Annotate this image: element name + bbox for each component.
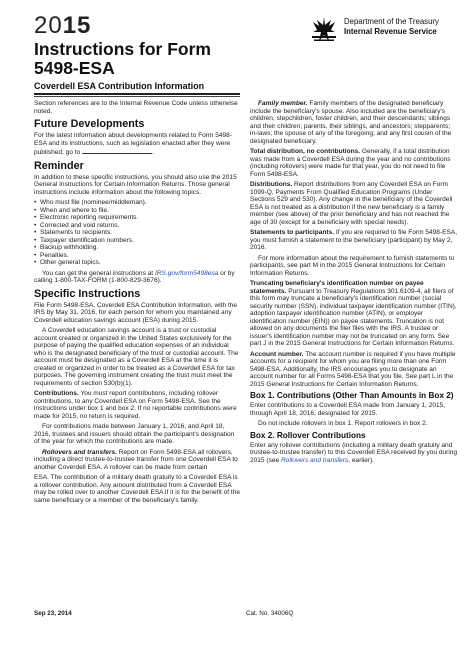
general-instructions-text: You can get the general instructions at IRS.gov/form5498esa or by calling 1-800-TAX-FORM (1-800-829-3676). (34, 269, 235, 284)
list-item: • Taxpayer identification numbers. (34, 237, 240, 245)
list-item: • Penalties. (34, 252, 240, 260)
reminder-heading: Reminder (34, 159, 84, 172)
box1-text: Enter contributions to a Coverdell ESA made from January 1, 2015, through April 18, 2016, designated for 2015. (250, 402, 446, 417)
future-url-blank (82, 147, 152, 154)
title-rule-thin (34, 96, 240, 97)
page-title (34, 40, 211, 78)
box2-heading: Box 2. Rollover Contributions (250, 430, 366, 440)
box1-text-2: Do not include rollovers in box 1. Report rollovers in box 2. (258, 420, 428, 427)
list-item: • Backup withholding. (34, 244, 240, 252)
family-member-paragraph: Family member. Family members of the designated beneficiary include the beneficiary's spouse. Also included are the beneficiary's children, stepchildren, foster children, and their descendants; siblings and their children; parents, their siblings, and ancestors; stepparents; in-laws; the spouse of any of the foregoing; and any first cousin of the designated beneficiary. (250, 100, 452, 145)
reminder-text: In addition to these specific instructions, you should also use the 2015 General Instructions for Certain Information Returns. Those general instructions include information about the following topics. (34, 173, 237, 196)
page-subtitle: Coverdell ESA Contribution Information (34, 81, 205, 91)
footer-date: Sep 23, 2014 (34, 610, 72, 617)
agency-irs: Internal Revenue Service (344, 26, 437, 36)
total-distribution-paragraph: Total distribution, no contributions. Generally, if a total distribution was made from a Coverdell ESA during the year and no contributions (including rollovers) were made for that year, you do not need to file Form 5498-ESA. (250, 148, 451, 178)
box1-heading: Box 1. Contributions (Other Than Amounts in Box 2) (250, 391, 454, 400)
rollovers-paragraph-tail: ESA. The contribution of a military death gratuity to a Coverdell ESA is a rollover contribution. Any amount distributed from a Coverdell ESA may be rolled over to another Coverdell ESA if it is for the benefit of the same beneficiary or a member of the beneficiary's family. (34, 474, 240, 504)
list-item: • Corrected and void returns. (34, 222, 240, 230)
left-column (34, 100, 240, 507)
distributions-paragraph: Distributions. Report distributions from any Coverdell ESA on Form 1099-Q, Payments From Qualified Education Programs (Under Sections 529 and 530). Any change in the beneficiary of the Coverdell ESA is not treated as a distribution if the new beneficiary is a family member (see above) of the prior beneficiary and has not reached the age of 30 (except for a beneficiary with special needs). (250, 181, 453, 226)
specific-instructions-p1: File Form 5498-ESA, Coverdell ESA Contribution Information, with the IRS by May 31, 2016, for each person for whom you maintained any Coverdell education savings account (ESA) during 2015. (34, 301, 238, 324)
contributions-paragraph: Contributions. You must report contributions, including rollover contributions, to any Coverdell ESA on Form 5498-ESA. See the instructions under box 1 and box 2. If no reportable contributions were made for 2015, no return is required. (34, 390, 237, 420)
footer-cat-number: Cat. No. 34006Q (246, 610, 294, 617)
right-column (250, 100, 458, 467)
title-rule (34, 93, 240, 95)
rollovers-transfers-link[interactable]: Rollovers and transfers (280, 456, 349, 464)
topics-list (34, 199, 240, 267)
statements-paragraph-2: For more information about the requirement to furnish statements to participants, see part M in the 2015 General Instructions for Certain Information Returns. (250, 254, 455, 277)
title-line-2: 5498-ESA (34, 58, 115, 78)
form-year: 2015 (34, 12, 92, 39)
form5498esa-link[interactable]: IRS.gov/form5498esa (154, 269, 219, 277)
contributions-paragraph-2: For contributions made between January 1, 2016, and April 18, 2016, trustees and issuers should obtain the participant's designation of the year for which the contributions are made. (34, 423, 235, 445)
account-number-paragraph: Account number. The account number is required if you have multiple accounts for a recipient for whom you are filing more than one Form 5498-ESA. Additionally, the IRS encourages you to designate an account number for all Forms 5498-ESA that you file. See part L in the 2015 General Instructions for Certain Information Returns. (250, 350, 456, 388)
list-item: • Electronic reporting requirements. (34, 214, 240, 222)
agency-block (344, 17, 439, 36)
future-developments-text: For the latest information about developments related to Form 5498-ESA and its instructions, such as legislation enacted after they were published, go to . (34, 132, 232, 156)
future-developments-heading: Future Developments (34, 118, 145, 130)
list-item: • Who must file (nominee/middleman). (34, 199, 240, 207)
rollovers-paragraph: Rollovers and transfers. Report on Form 5498-ESA all rollovers, including a direct trustee-to-trustee transfer from one Coverdell ESA to another Coverdell ESA. A rollover can be made from certain (34, 448, 238, 471)
list-item: • When and where to file. (34, 207, 240, 215)
intro-text: Section references are to the Internal Revenue Code unless otherwise noted. (34, 100, 238, 115)
truncating-paragraph: Truncating beneficiary's identification number on payee statements. Pursuant to Treasury Regulations 301.6109-4, all filers of this form may truncate a beneficiary's identification number (social security number (SSN), individual taxpayer identification number (ITIN), adoption taxpayer identification number (ATIN), or employer identification number (EIN)) on payee statements. Truncation is not allowed on any documents the filer files with the IRS. A trustee or issuer's identification number may not be truncated on any form. See part J in the 2015 General Instructions for Certain Information Returns. (250, 280, 457, 347)
specific-instructions-heading: Specific Instructions (34, 287, 141, 300)
box2-text: Enter any rollover contributions (including a military death gratuity and trustee-to-trustee transfer) to this Coverdell ESA received by you during 2015 (see Rollovers and transfers, earlier). (250, 441, 458, 464)
irs-eagle-logo-icon (309, 14, 339, 44)
list-item: • Other general topics. (34, 259, 240, 267)
specific-instructions-p2: A Coverdell education savings account is a trust or custodial account created or organized in the United States exclusively for the purpose of paying the qualified education expenses of an individual who is the designated beneficiary of the trust or custodial account. The account must be designated as a Coverdell ESA at the time it is created or organized in order to be treated as a Coverdell ESA for tax purposes. The governing instrument creating the trust must meet the requirements of section 530(b)(1). (34, 327, 239, 387)
title-line-1: Instructions for Form (34, 39, 211, 59)
list-item: • Statements to recipients. (34, 229, 240, 237)
agency-department: Department of the Treasury (344, 17, 439, 26)
statements-paragraph: Statements to participants. If you are required to file Form 5498-ESA, you must furnish a statement to the beneficiary (participant) by May 2, 2016. (250, 229, 458, 251)
